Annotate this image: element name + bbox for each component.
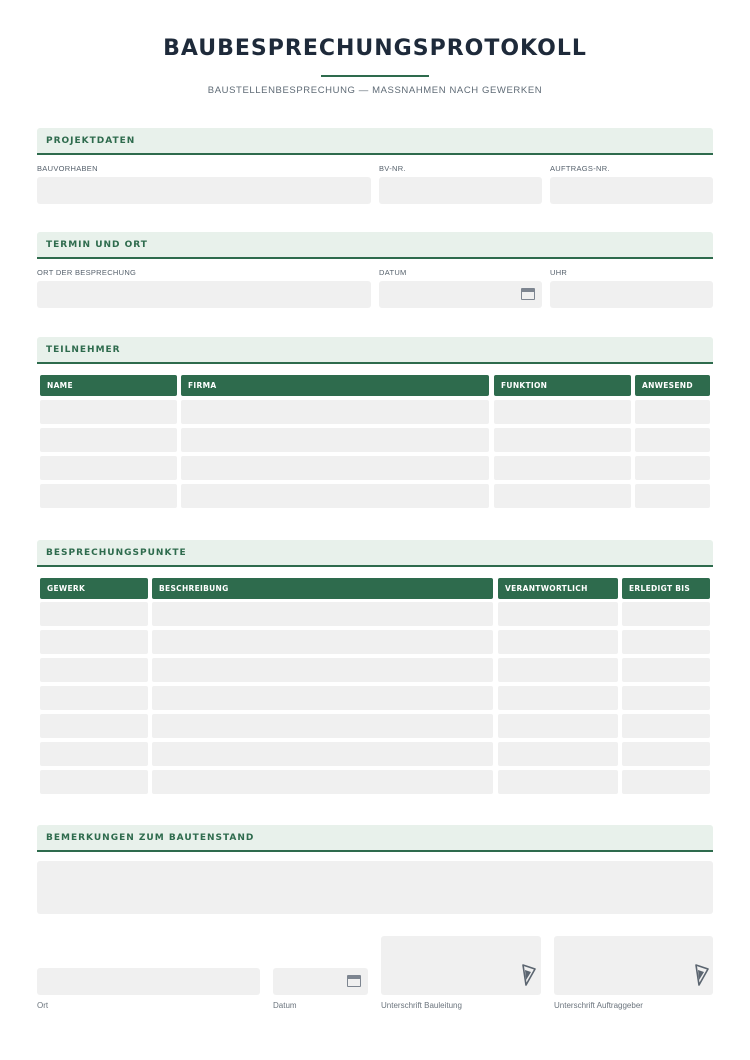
ort-besprechung-field[interactable]: [37, 281, 371, 308]
calendar-icon[interactable]: [521, 288, 535, 300]
table-cell[interactable]: [498, 630, 618, 654]
section-heading: PROJEKTDATEN: [46, 136, 136, 146]
footer-ort-label: Ort: [37, 1001, 49, 1010]
table-cell[interactable]: [494, 484, 631, 508]
document-subtitle: BAUSTELLENBESPRECHUNG — MASSNAHMEN NACH GEWERKEN: [207, 85, 543, 96]
footer-datum-field[interactable]: [273, 968, 368, 995]
document-title: BAUBESPRECHUNGSPROTOKOLL: [163, 36, 587, 61]
footer-datum-label: Datum: [273, 1001, 297, 1010]
table-cell[interactable]: [152, 714, 493, 738]
auftragsnr-label: AUFTRAGS-NR.: [550, 164, 610, 173]
section-teilnehmer: [37, 337, 713, 364]
signature-bauleitung-label: Unterschrift Bauleitung: [381, 1001, 462, 1010]
table-cell[interactable]: [635, 456, 710, 480]
table-cell[interactable]: [40, 658, 148, 682]
table-cell[interactable]: [494, 400, 631, 424]
uhr-field[interactable]: [550, 281, 713, 308]
signature-bauleitung-field[interactable]: [381, 936, 541, 995]
section-heading: BEMERKUNGEN ZUM BAUTENSTAND: [46, 833, 255, 843]
datum-label: DATUM: [379, 268, 407, 277]
ort-besprechung-label: ORT DER BESPRECHUNG: [37, 268, 137, 277]
section-heading: TERMIN UND ORT: [46, 240, 148, 250]
table-cell[interactable]: [622, 630, 710, 654]
table-cell[interactable]: [494, 456, 631, 480]
table-cell[interactable]: [152, 658, 493, 682]
bemerkungen-field[interactable]: [37, 861, 713, 914]
title-underline: [321, 75, 429, 77]
table-cell[interactable]: [498, 742, 618, 766]
bvnr-field[interactable]: [379, 177, 542, 204]
column-header-name: NAME: [40, 375, 177, 396]
uhr-label: UHR: [550, 268, 568, 277]
auftragsnr-field[interactable]: [550, 177, 713, 204]
table-cell[interactable]: [635, 400, 710, 424]
signature-auftraggeber-field[interactable]: [554, 936, 713, 995]
signature-auftraggeber-label: Unterschrift Auftraggeber: [554, 1001, 643, 1010]
table-cell[interactable]: [498, 686, 618, 710]
column-header-gewerk: GEWERK: [40, 578, 148, 599]
table-cell[interactable]: [152, 770, 493, 794]
table-cell[interactable]: [181, 484, 489, 508]
table-cell[interactable]: [40, 742, 148, 766]
column-header-funktion: FUNKTION: [494, 375, 631, 396]
table-cell[interactable]: [635, 484, 710, 508]
table-cell[interactable]: [181, 428, 489, 452]
footer-ort-field[interactable]: [37, 968, 260, 995]
table-cell[interactable]: [622, 686, 710, 710]
table-cell[interactable]: [40, 400, 177, 424]
pen-icon: [693, 964, 709, 986]
column-header-verantwortlich: VERANTWORTLICH: [498, 578, 618, 599]
table-cell[interactable]: [622, 742, 710, 766]
column-header-beschreibung: BESCHREIBUNG: [152, 578, 493, 599]
table-cell[interactable]: [622, 602, 710, 626]
table-cell[interactable]: [152, 602, 493, 626]
table-cell[interactable]: [152, 742, 493, 766]
table-cell[interactable]: [181, 400, 489, 424]
table-cell[interactable]: [40, 456, 177, 480]
bauvorhaben-field[interactable]: [37, 177, 371, 204]
calendar-icon[interactable]: [347, 975, 361, 987]
table-cell[interactable]: [40, 714, 148, 738]
bauvorhaben-label: BAUVORHABEN: [37, 164, 98, 173]
table-cell[interactable]: [622, 770, 710, 794]
datum-field[interactable]: [379, 281, 542, 308]
bvnr-label: BV-NR.: [379, 164, 406, 173]
column-header-anwesend: ANWESEND: [635, 375, 710, 396]
table-cell[interactable]: [181, 456, 489, 480]
table-cell[interactable]: [494, 428, 631, 452]
table-cell[interactable]: [40, 770, 148, 794]
table-cell[interactable]: [622, 714, 710, 738]
table-cell[interactable]: [40, 484, 177, 508]
table-cell[interactable]: [498, 714, 618, 738]
table-cell[interactable]: [40, 630, 148, 654]
table-cell[interactable]: [635, 428, 710, 452]
table-cell[interactable]: [498, 770, 618, 794]
table-cell[interactable]: [40, 602, 148, 626]
pen-icon: [520, 964, 536, 986]
section-besprechungspunkte: [37, 540, 713, 567]
section-heading: BESPRECHUNGSPUNKTE: [46, 548, 187, 558]
column-header-firma: FIRMA: [181, 375, 489, 396]
table-cell[interactable]: [40, 428, 177, 452]
table-cell[interactable]: [40, 686, 148, 710]
section-heading: TEILNEHMER: [46, 345, 121, 355]
column-header-erledigt-bis: ERLEDIGT BIS: [622, 578, 710, 599]
section-bemerkungen: [37, 825, 713, 852]
section-projektdaten: [37, 128, 713, 155]
section-termin: [37, 232, 713, 259]
table-cell[interactable]: [622, 658, 710, 682]
table-cell[interactable]: [498, 658, 618, 682]
table-cell[interactable]: [152, 630, 493, 654]
table-cell[interactable]: [152, 686, 493, 710]
table-cell[interactable]: [498, 602, 618, 626]
